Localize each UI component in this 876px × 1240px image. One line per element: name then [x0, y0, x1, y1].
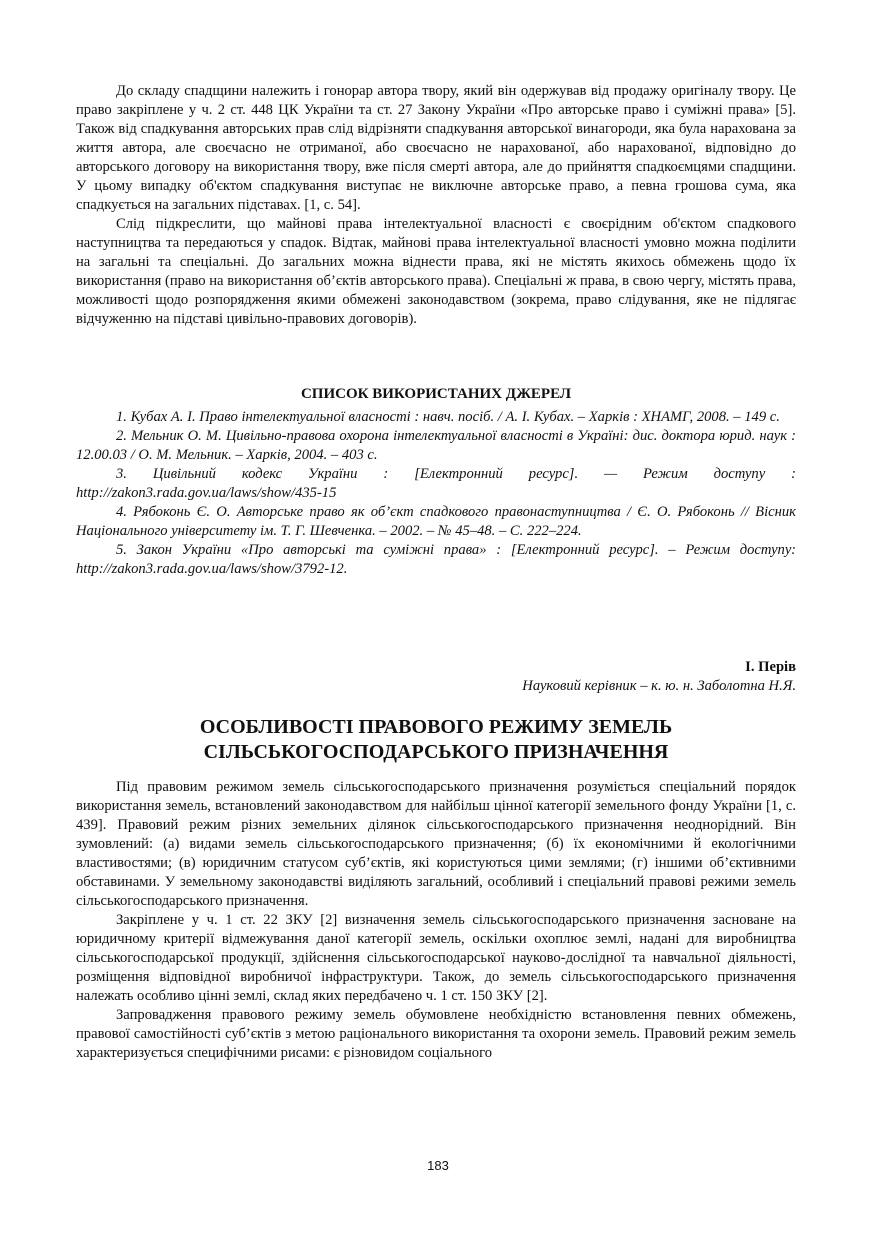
article-body — [76, 778, 796, 1063]
section-body — [76, 82, 796, 329]
reference-item: 4. Рябоконь Є. О. Авторське право як об’єкт спадкового правонаступництва / Є. О. Рябоконь // Вісник Національного університету ім. Т. Г. Шевченка. – 2002. – № 45–48. – С. 222–224. — [76, 504, 796, 539]
reference-item: 5. Закон України «Про авторські та суміжні права» : [Електронний ресурс]. – Режим доступу: http://zakon3.rada.gov.ua/laws/show/3792-12. — [76, 542, 796, 577]
supervisor: Науковий керівник – к. ю. н. Заболотна Н.Я. — [522, 678, 796, 694]
author-block — [76, 658, 796, 696]
title-line: СІЛЬСЬКОГОСПОДАРСЬКОГО ПРИЗНАЧЕННЯ — [203, 741, 669, 763]
paragraph: Закріплене у ч. 1 ст. 22 ЗКУ [2] визначення земель сільськогосподарського призначення засноване на юридичному критерії відмежування даної категорії земель, оскільки охоплює землі, надані для виробництва сільськогосподарської продукції, здійснення сільськогосподарської науково-дослідної та навчальної діяльності, розміщення відповідної виробничої інфраструктури. Також, до земель сільськогосподарського призначення належать особливо цінні землі, склад яких передбачено ч. 1 ст. 150 ЗКУ [2]. — [76, 912, 796, 1004]
author-name: І. Перів — [745, 659, 796, 675]
paragraph: Запровадження правового режиму земель обумовлене необхідністю встановлення певних обмежень, правової самостійності суб’єктів з метою раціонального використання та охорони земель. Правовий режим земель характеризується специфічними рисами: є різновидом соціального — [76, 1007, 796, 1061]
reference-item: 2. Мельник О. М. Цивільно-правова охорона інтелектуальної власності в Україні: дис. доктора юрид. наук : 12.00.03 / О. М. Мельник. – Харків, 2004. – 403 с. — [76, 428, 796, 463]
reference-item: 1. Кубах А. І. Право інтелектуальної власності : навч. посіб. / А. І. Кубах. – Харків : ХНАМГ, 2008. – 149 с. — [116, 409, 780, 425]
page-number: 183 — [427, 1158, 449, 1173]
reference-item: 3. Цивільний кодекс України : [Електронний ресурс]. — Режим доступу : http://zakon3.rada.gov.ua/laws/show/435-15 — [76, 466, 796, 501]
article-title — [76, 715, 796, 765]
references-list — [76, 408, 796, 579]
paragraph: Слід підкреслити, що майнові права інтелектуальної власності є своєрідним об'єктом спадкового наступництва та передаються у спадок. Відтак, майнові права інтелектуальної власності умовно можна поділити на загальні та спеціальні. До загальних можна віднести права, які не містять якихось обмежень щодо їх використання (право на використання об’єктів авторського права). Спеціальні ж права, в свою чергу, містять права, можливості щодо розпорядження якими обмежені законодавством (зокрема, право слідування, яке не підлягає відчуженню на підставі цивільно-правових договорів). — [76, 216, 796, 327]
title-line: ОСОБЛИВОСТІ ПРАВОВОГО РЕЖИМУ ЗЕМЕЛЬ — [199, 716, 673, 738]
references-heading: СПИСОК ВИКОРИСТАНИХ ДЖЕРЕЛ — [300, 386, 572, 402]
paragraph: До складу спадщини належить і гонорар автора твору, який він одержував від продажу оригіналу твору. Це право закріплене у ч. 2 ст. 448 ЦК України та ст. 27 Закону України «Про авторське право і суміжні права» [5]. Також від спадкування авторських прав слід відрізняти спадкування авторської винагороди, яка була нарахована за життя автора, але своєчасно не отриманої, або своєчасно не нарахованої, або нарахованої, відповідно до авторського договору на використання твору, вже після смерті автора, але до прийняття спадкоємцями спадщини. У цьому випадку об'єктом спадкування виступає не виключне авторське право, а певна грошова сума, яка спадкується на загальних підставах. [1, с. 54]. — [76, 83, 796, 213]
paragraph: Під правовим режимом земель сільськогосподарського призначення розуміється спеціальний порядок використання земель, встановлений законодавством для найбільш цінної категорії земельного фонду України [1, с. 439]. Правовий режим різних земельних ділянок сільськогосподарського призначення неоднорідний. Він зумовлений: (а) видами земель сільськогосподарського призначення; (б) їх економічними й екологічними властивостями; (в) юридичним статусом суб’єктів, які користуються цими землями; (г) іншими об’єктивними обставинами. У земельному законодавстві виділяють загальний, особливий і спеціальний правові режими земель сільськогосподарського призначення. — [76, 779, 796, 909]
